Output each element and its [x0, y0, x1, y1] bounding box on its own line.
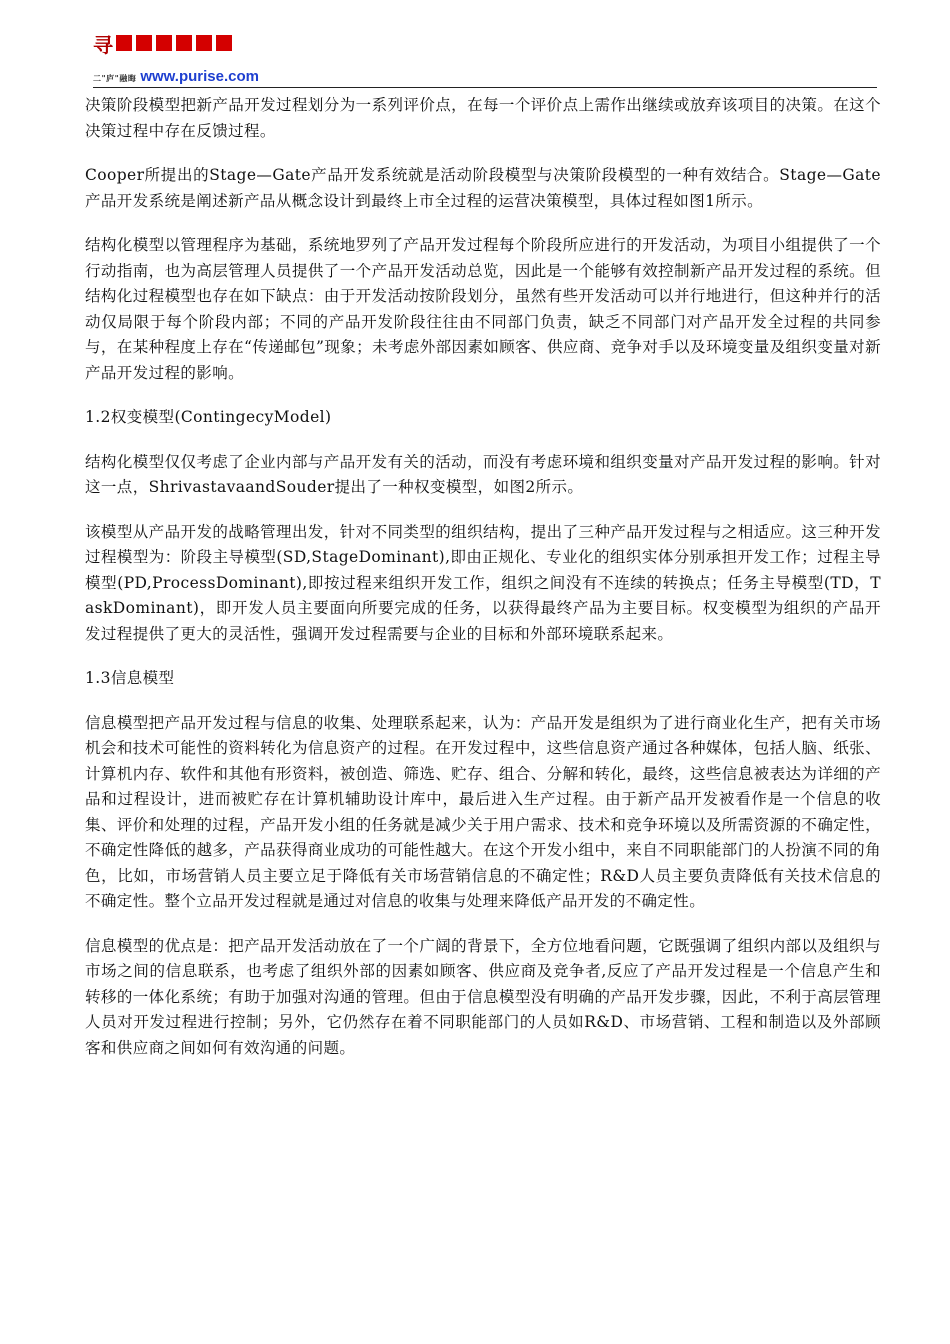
header-tagline: 二"庐"融晦 [93, 74, 137, 83]
paragraph-information-model: 信息模型把产品开发过程与信息的收集、处理联系起来，认为：产品开发是组织为了进行商业化生产，把有关市场机会和技术可能性的资料转化为信息资产的过程。在开发过程中，这些信息资产通过各种媒体，包括人脑、纸张、计算机内存、软件和其他有形资料，被创造、筛选、贮存、组合、分解和转化，最终，这些信息被表达为详细的产品和过程设计，进而被贮存在计算机辅助设计库中，最后进入生产过程。由于新产品开发被看作是一个信息的收集、评价和处理的过程，产品开发小组的任务就是减少关于用户需求、技术和竞争环境以及所需资源的不确定性，不确定性降低的越多，产品获得商业成功的可能性越大。在这个开发小组中，来自不同职能部门的人扮演不同的角色，比如，市场营销人员主要立足于降低有关市场营销信息的不确定性；R&D人员主要负责降低有关技术信息的不确定性。整个立品开发过程就是通过对信息的收集与处理来降低产品开发的不确定性。 [85, 713, 881, 910]
page-header [93, 30, 877, 90]
logo-block-icon [216, 35, 232, 51]
header-subline [93, 68, 259, 85]
heading-contingency-model: 1.2权变模型(ContingecyModel) [85, 408, 332, 426]
paragraph-structured-model: 结构化模型以管理程序为基础，系统地罗列了产品开发过程每个阶段所应进行的开发活动，为项目小组提供了一个行动指南，也为高层管理人员提供了一个产品开发活动总览，因此是一个能够有效控制新产品开发过程的系统。但结构化过程模型也存在如下缺点：由于开发活动按阶段划分，虽然有些开发活动可以并行地进行，但这种并行的活动仅局限于每个阶段内部；不同的产品开发阶段往往由不同部门负责，缺乏不同部门对产品开发全过程的共同参与，在某种程度上存在“传递邮包”现象；未考虑外部因素如顾客、供应商、竞争对手以及环境变量及组织变量对新产品开发过程的影响。 [85, 236, 881, 382]
heading-information-model: 1.3信息模型 [85, 669, 175, 687]
logo-block-icon [116, 35, 132, 51]
document-body [85, 93, 881, 1080]
logo-blocks [116, 35, 232, 51]
paragraph-stage-gate: Cooper所提出的Stage—Gate产品开发系统就是活动阶段模型与决策阶段模型的一种有效结合。Stage—Gate产品开发系统是阐述新产品从概念设计到最终上市全过程的运营决策模型，具体过程如图1所示。 [85, 166, 881, 210]
site-logo[interactable] [93, 30, 232, 56]
paragraph-information-advantages: 信息模型的优点是：把产品开发活动放在了一个广阔的背景下，全方位地看问题，它既强调了组织内部以及组织与市场之间的信息联系，也考虑了组织外部的因素如顾客、供应商及竞争者,反应了产品开发过程是一个信息产生和转移的一体化系统；有助于加强对沟通的管理。但由于信息模型没有明确的产品开发步骤，因此，不利于高层管理人员对开发过程进行控制；另外，它仍然存在着不同职能部门的人员如R&D、市场营销、工程和制造以及外部顾客和供应商之间如何有效沟通的问题。 [85, 936, 881, 1057]
paragraph-contingency-intro: 结构化模型仅仅考虑了企业内部与产品开发有关的活动，而没有考虑环境和组织变量对产品开发过程的影响。针对这一点，ShrivastavaandSouder提出了一种权变模型，如图2所示。 [85, 452, 881, 496]
header-divider [93, 87, 877, 88]
logo-block-icon [176, 35, 192, 51]
logo-character: 寻 [93, 32, 113, 57]
paragraph-contingency-detail: 该模型从产品开发的战略管理出发，针对不同类型的组织结构，提出了三种产品开发过程与之相适应。这三种开发过程模型为：阶段主导模型(SD,StageDominant),即由正规化、专业化的组织实体分别承担开发工作；过程主导模型(PD,ProcessDominant),即按过程来组织开发工作，组织之间没有不连续的转换点；任务主导模型(TD，TaskDominant)，即开发人员主要面向所要完成的任务，以获得最终产品为主要目标。权变模型为组织的产品开发过程提供了更大的灵活性，强调开发过程需要与企业的目标和外部环境联系起来。 [85, 522, 881, 643]
paragraph-decision-stage: 决策阶段模型把新产品开发过程划分为一系列评价点，在每一个评价点上需作出继续或放弃该项目的决策。在这个决策过程中存在反馈过程。 [85, 96, 881, 140]
logo-block-icon [136, 35, 152, 51]
site-url-link[interactable]: www.purise.com [140, 68, 259, 85]
logo-block-icon [156, 35, 172, 51]
logo-block-icon [196, 35, 212, 51]
